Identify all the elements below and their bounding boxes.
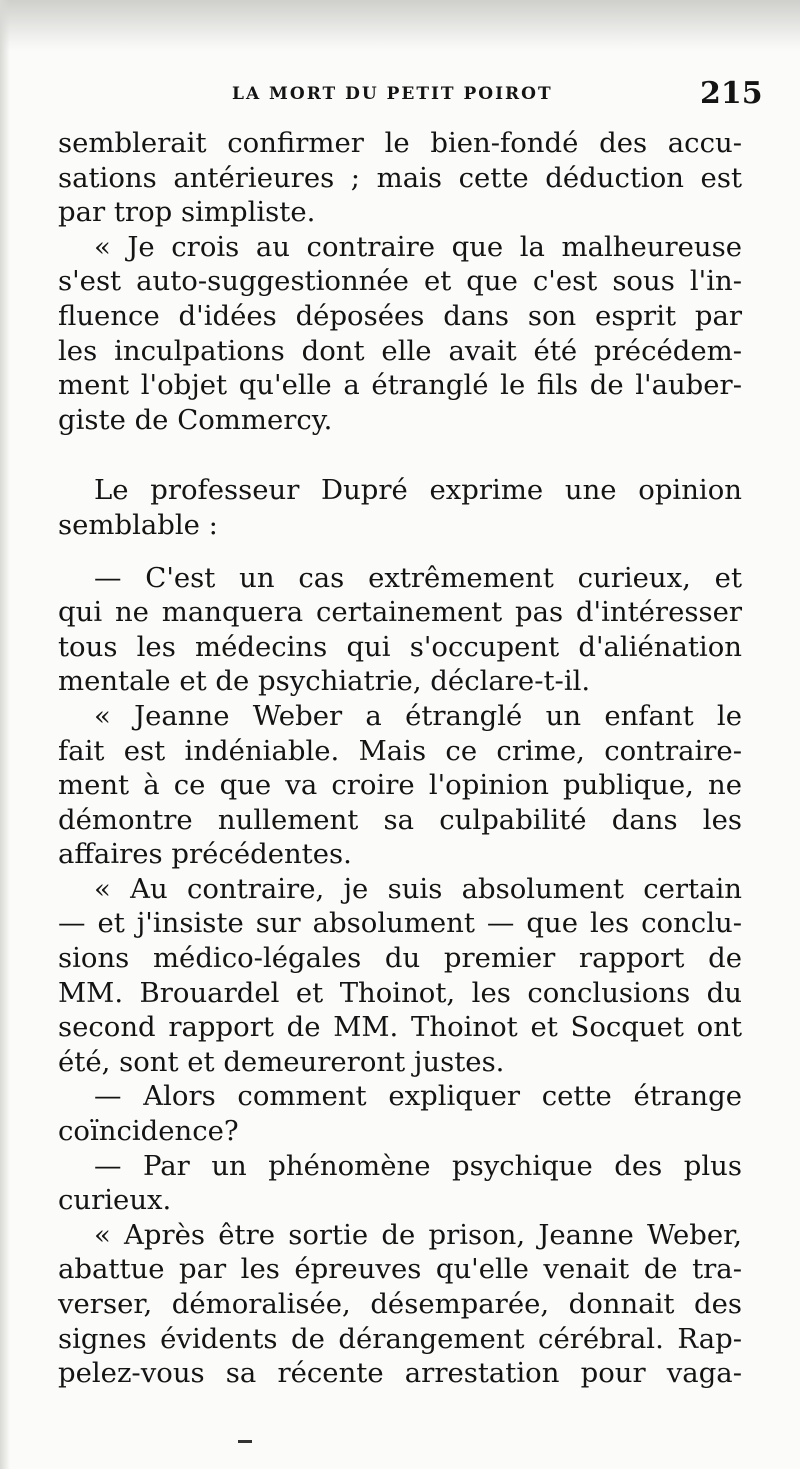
text-line: s'est auto-suggestionnée et que c'est sous l'in- xyxy=(58,265,742,298)
text-line: mentale et de psychiatrie, déclare-t-il. xyxy=(58,665,591,698)
text-line: sations antérieures ; mais cette déduction est xyxy=(58,161,742,194)
text-line: affaires précédentes. xyxy=(58,838,352,871)
running-title: LA MORT DU PETIT POIROT xyxy=(232,84,553,104)
text-line: été, sont et demeureront justes. xyxy=(58,1045,505,1078)
text-line: semblable : xyxy=(58,508,218,541)
text-line: coïncidence? xyxy=(58,1115,239,1148)
text-line: giste de Commercy. xyxy=(58,403,333,436)
text-line: fait est indéniable. Mais ce crime, contraire- xyxy=(58,734,742,767)
text-line: tous les médecins qui s'occupent d'aliénation xyxy=(58,630,742,663)
text-line: sions médico-légales du premier rapport de xyxy=(58,942,742,975)
text-line: « Je crois au contraire que la malheureuse xyxy=(94,230,742,263)
text-line: — et j'insiste sur absolument — que les conclu- xyxy=(58,907,742,940)
text-line: MM. Brouardel et Thoinot, les conclusions du xyxy=(58,976,742,1009)
scan-shadow-top xyxy=(0,0,800,52)
text-line: les inculpations dont elle avait été précédem- xyxy=(58,334,742,367)
text-line: — C'est un cas extrêmement curieux, et xyxy=(94,561,742,594)
text-line: démontre nullement sa culpabilité dans les xyxy=(58,803,742,836)
text-line: verser, démoralisée, désemparée, donnait des xyxy=(58,1288,742,1320)
text-line: second rapport de MM. Thoinot et Socquet ont xyxy=(58,1011,742,1044)
text-line: qui ne manquera certainement pas d'intéresser xyxy=(58,596,742,629)
section-spacer xyxy=(58,543,742,561)
section-spacer xyxy=(58,437,742,473)
text-line: par trop simpliste. xyxy=(58,196,316,229)
text-line: « Au contraire, je suis absolument certain xyxy=(94,872,742,905)
text-line: signes évidents de dérangement cérébral. Rap- xyxy=(58,1322,742,1355)
text-line: — Par un phénomène psychique des plus xyxy=(94,1149,742,1182)
running-header xyxy=(0,76,800,116)
scan-shadow-left xyxy=(0,0,10,1469)
text-line: fluence d'idées déposées dans son esprit par xyxy=(58,299,742,332)
page-number: 215 xyxy=(700,76,763,111)
text-line: « Après être sortie de prison, Jeanne Weber, xyxy=(94,1218,742,1251)
text-line: curieux. xyxy=(58,1184,172,1217)
text-line: semblerait confirmer le bien-fondé des accu- xyxy=(58,127,742,159)
text-line: ment à ce que va croire l'opinion publique, ne xyxy=(58,769,742,802)
text-line: pelez-vous sa récente arrestation pour vaga- xyxy=(58,1357,742,1390)
text-line: « Jeanne Weber a étranglé un enfant le xyxy=(94,699,742,732)
text-line: ment l'objet qu'elle a étranglé le fils de l'auber- xyxy=(58,369,742,402)
print-mark xyxy=(238,1440,252,1443)
text-line: Le professeur Dupré exprime une opinion xyxy=(94,474,742,507)
text-line: abattue par les épreuves qu'elle venait de tra- xyxy=(58,1253,742,1286)
body-text xyxy=(58,126,742,1391)
text-line: — Alors comment expliquer cette étrange xyxy=(94,1080,742,1113)
